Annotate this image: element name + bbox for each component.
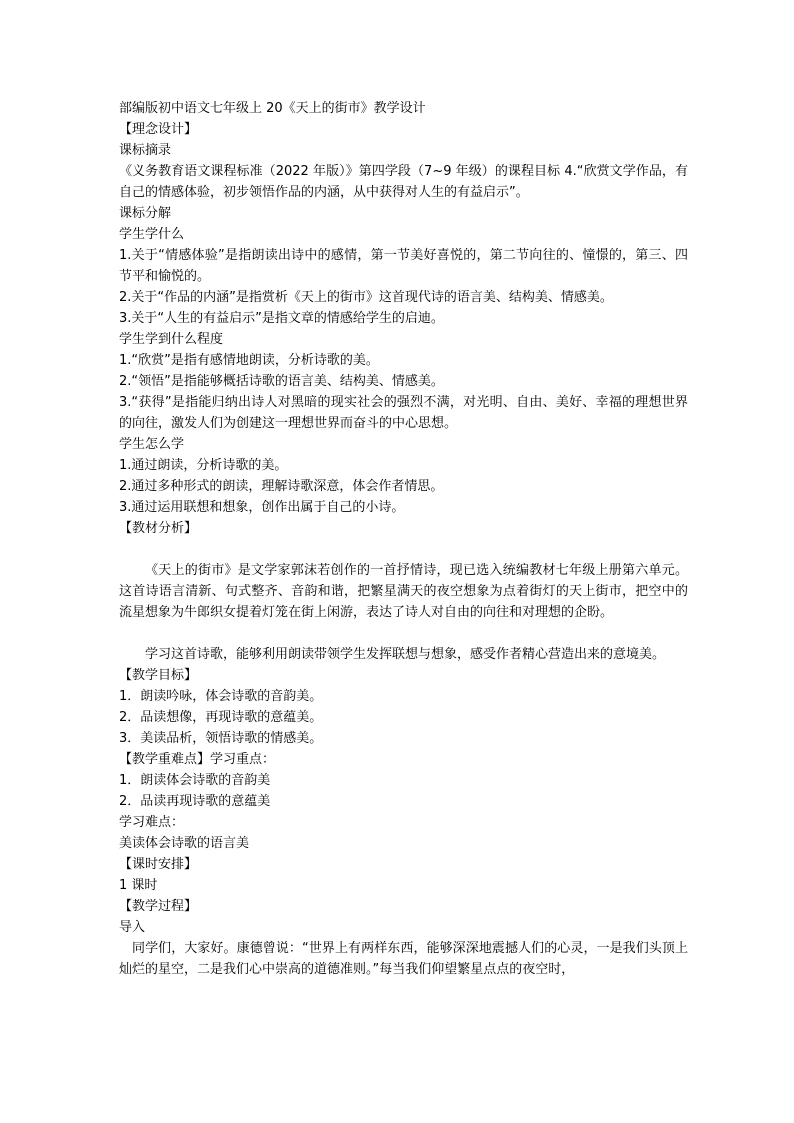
degree-item: 3.“获得”是指能归纳出诗人对黑暗的现实社会的强烈不满，对光明、自由、美好、幸福的理想世界的向往，激发人们为创建这一理想世界而奋斗的中心思想。	[119, 395, 688, 431]
material-paragraph: 《天上的街市》是文学家郭沫若创作的一首抒情诗，现已选入统编教材七年级上册第六单元。这首诗语言清新、句式整齐、音韵和谐，把繁星满天的夜空想象为点着街灯的天上街市，把空中的流星想象为牛郎织女提着灯笼在街上闲游，表达了诗人对自由的向往和对理想的企盼。	[119, 563, 688, 620]
what-item: 3.关于“人生的有益启示”是指文章的情感给学生的启迪。	[119, 311, 444, 326]
spacer	[119, 539, 688, 560]
what-item: 1.关于“情感体验”是指朗读出诗中的感情，第一节美好喜悦的，第二节向往的、憧憬的，第三、四节平和愉悦的。	[119, 248, 688, 284]
material-paragraph: 学习这首诗歌，能够利用朗读带领学生发挥联想与想象，感受作者精心营造出来的意境美。	[145, 647, 666, 662]
degree-item: 1.“欣赏”是指有感情地朗读，分析诗歌的美。	[119, 353, 379, 368]
schedule-heading: 【课时安排】	[119, 857, 198, 872]
standard-text: 《义务教育语文课程标准（2022 年版）》第四学段（7~9 年级）的课程目标 4.“欣赏文学作品，有自己的情感体验，初步领悟作品的内涵，从中获得对人生的有益启示”。	[119, 164, 688, 200]
keypoint-item: 2．品读再现诗歌的意蕴美	[119, 794, 271, 809]
spacer	[119, 623, 688, 644]
intro-text: 同学们，大家好。康德曾说：“世界上有两样东西，能够深深地震撼人们的心灵，一是我们头顶上灿烂的星空，二是我们心中崇高的道德准则。”每当我们仰望繁星点点的夜空时，	[119, 941, 688, 977]
degree-item: 2.“领悟”是指能够概括诗歌的语言美、结构美、情感美。	[119, 374, 444, 389]
how-item: 2.通过多种形式的朗读，理解诗歌深意，体会作者情思。	[119, 479, 444, 494]
document-title: 部编版初中语文七年级上 20《天上的街市》教学设计	[119, 101, 426, 116]
goal-item: 1．朗读吟咏，体会诗歌的音韵美。	[119, 689, 323, 704]
intro-heading: 导入	[119, 920, 146, 935]
schedule-text: 1 课时	[119, 878, 158, 893]
breakdown-heading: 课标分解	[119, 206, 172, 221]
what-heading: 学生学什么	[119, 227, 185, 242]
difficulty-heading: 学习难点：	[119, 815, 185, 830]
goal-item: 2．品读想像，再现诗歌的意蕴美。	[119, 710, 323, 725]
goals-heading: 【教学目标】	[119, 668, 198, 683]
material-heading: 【教材分析】	[119, 521, 198, 536]
how-item: 1.通过朗读，分析诗歌的美。	[119, 458, 288, 473]
difficulty-text: 美读体会诗歌的语言美	[119, 836, 250, 851]
how-item: 3.通过运用联想和想象，创作出属于自己的小诗。	[119, 500, 405, 515]
concept-heading: 【理念设计】	[119, 122, 198, 137]
standard-heading: 课标摘录	[119, 143, 172, 158]
process-heading: 【教学过程】	[119, 899, 198, 914]
goal-item: 3．美读品析，领悟诗歌的情感美。	[119, 731, 323, 746]
how-heading: 学生怎么学	[119, 437, 185, 452]
what-item: 2.关于“作品的内涵”是指赏析《天上的街市》这首现代诗的语言美、结构美、情感美。	[119, 290, 613, 305]
degree-heading: 学生学到什么程度	[119, 332, 224, 347]
keypoints-heading: 【教学重难点】学习重点：	[119, 752, 276, 767]
keypoint-item: 1．朗读体会诗歌的音韵美	[119, 773, 271, 788]
